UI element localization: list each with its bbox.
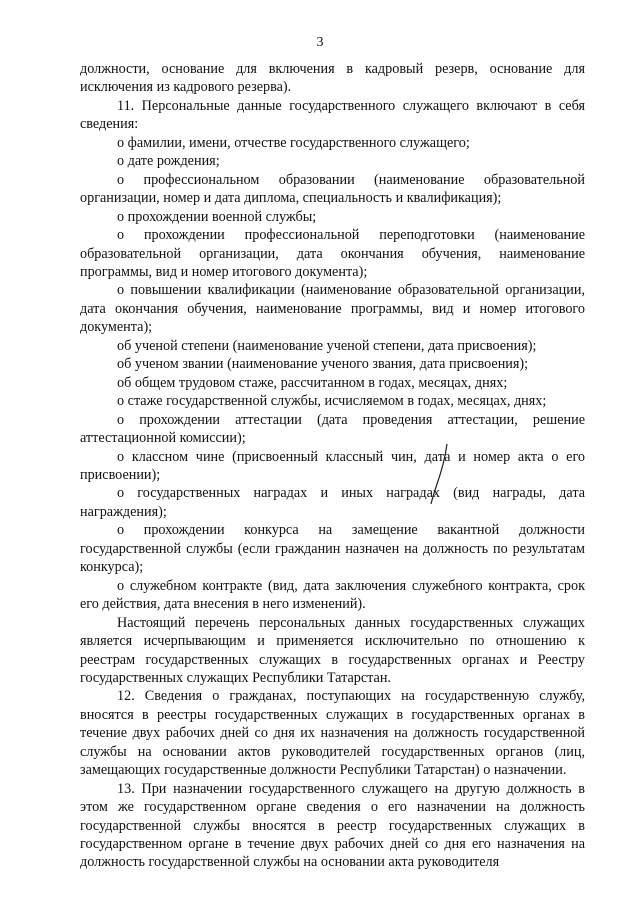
paragraph: о классном чине (присвоенный классный чин, дата и номер акта о его присвоении); bbox=[80, 448, 585, 483]
paragraph: 13. При назначении государственного служащего на другую должность в этом же государственном органе сведения о его назначении на должность государственной службы вносятся в реестр государственных служащих в государственном органе в течение двух рабочих дней со дня его назначения на должность государственной службы на основании акта руководителя bbox=[80, 780, 585, 871]
paragraph: о прохождении профессиональной переподготовки (наименование образовательной организации, дата окончания обучения, наименование программы, вид и номер итогового документа); bbox=[80, 227, 585, 280]
paragraph: о профессиональном образовании (наименование образовательной организации, номер и дата диплома, специальность и квалификация); bbox=[80, 171, 585, 207]
paragraph: об общем трудовом стаже, рассчитанном в годах, месяцах, днях; bbox=[117, 374, 508, 391]
paragraph: о повышении квалификации (наименование образовательной организации, дата окончания обучения, наименование программы, вид и номер итогового документа); bbox=[80, 282, 585, 336]
paragraph: о прохождении военной службы; bbox=[117, 208, 317, 225]
paragraph: об ученой степени (наименование ученой степени, дата присвоения); bbox=[117, 337, 537, 354]
paragraph: о служебном контракте (вид, дата заключения служебного контракта, срок его действия, дата внесения в него изменений). bbox=[80, 577, 585, 613]
paragraph: Настоящий перечень персональных данных государственных служащих является исчерпывающим и применяется исключительно по отношению к реестрам государственных служащих в государственных органах и Реестру государственных служащих Республики Татарстан. bbox=[80, 614, 585, 686]
paragraph: 11. Персональные данные государственного служащего включают в себя сведения: bbox=[80, 97, 585, 133]
paragraph: об ученом звании (наименование ученого звания, дата присвоения); bbox=[117, 356, 529, 373]
document-body bbox=[80, 60, 585, 872]
pen-mark bbox=[425, 440, 455, 510]
paragraph: должности, основание для включения в кадровый резерв, основание для исключения из кадрового резерва). bbox=[80, 61, 585, 96]
paragraph: о государственных наградах и иных наградах (вид награды, дата награждения); bbox=[80, 485, 585, 520]
paragraph: 12. Сведения о гражданах, поступающих на государственную службу, вносятся в реестры государственных служащих в государственных органах в течение двух рабочих дней со дня их назначения на должность государственной службы на основании актов руководителей государственных органов (лиц, замещающих государственные должности Республики Татарстан) о назначении. bbox=[80, 688, 585, 779]
paragraph: о прохождении конкурса на замещение вакантной должности государственной службы (если гражданин назначен на должность по результатам конкурса); bbox=[80, 522, 585, 576]
paragraph: о фамилии, имени, отчестве государственного служащего; bbox=[117, 134, 470, 151]
paragraph: о стаже государственной службы, исчисляемом в годах, месяцах, днях; bbox=[117, 393, 547, 410]
page-number: 3 bbox=[316, 35, 324, 50]
paragraph: о прохождении аттестации (дата проведения аттестации, решение аттестационной комиссии); bbox=[80, 411, 585, 447]
paragraph: о дате рождения; bbox=[117, 153, 220, 170]
